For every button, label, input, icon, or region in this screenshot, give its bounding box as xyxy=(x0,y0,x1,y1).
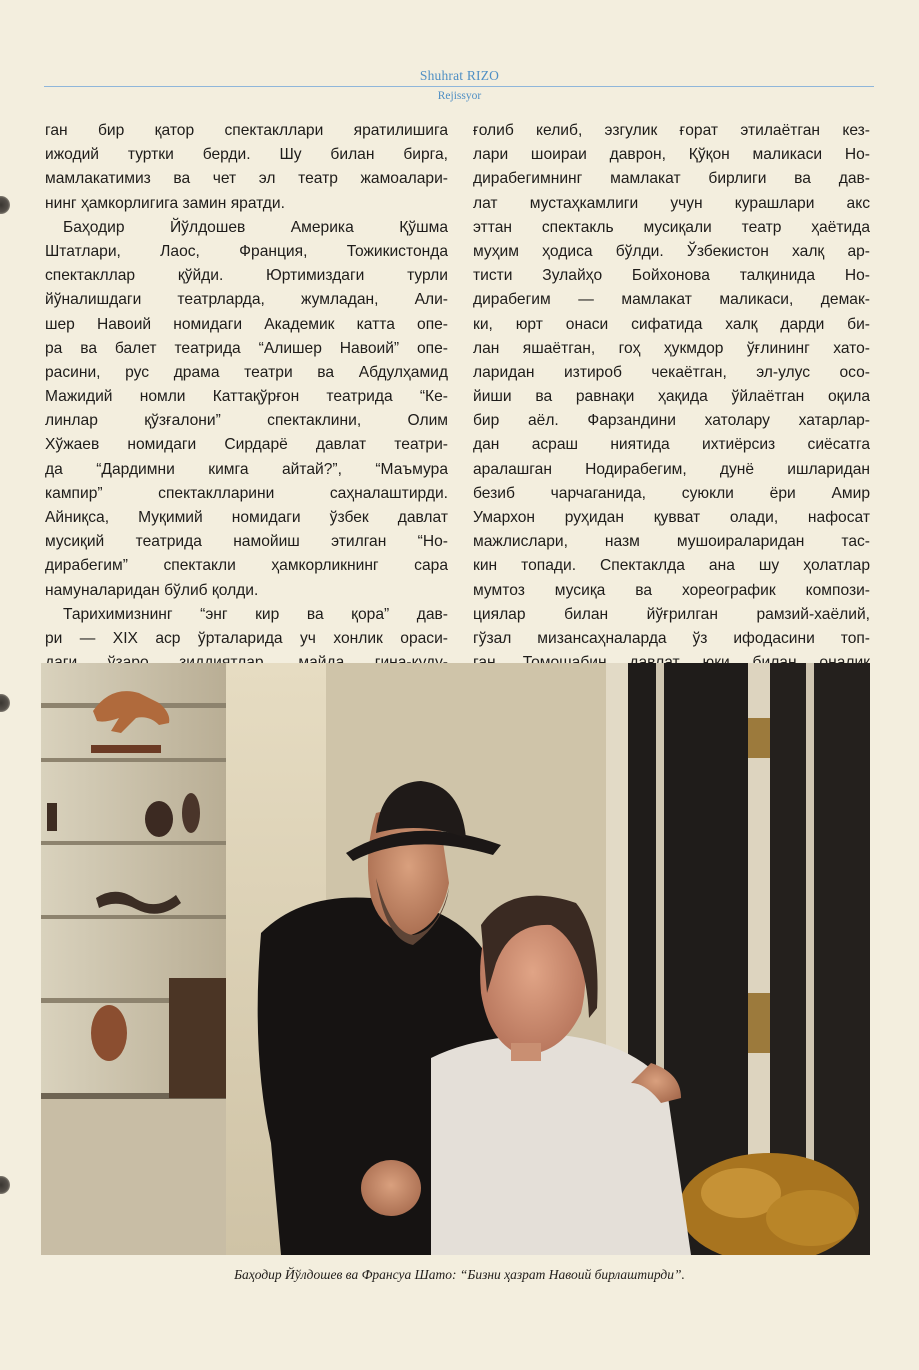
photo-caption: Баҳодир Йўлдошев ва Франсуа Шато: “Бизни ҳазрат Навоий бирлаштирди”. xyxy=(234,1267,685,1282)
text-line: кампир” спектаклларини саҳналаштирди. xyxy=(45,484,448,502)
text-line: Тарихимизнинг “энг кир ва қора” дав- xyxy=(63,605,448,623)
text-line: ра ва балет театрида “Алишер Навоий” опе- xyxy=(45,339,448,357)
text-line: дан асраш ниятида ихтиёрсиз сиёсатга xyxy=(473,436,870,454)
text-line: кин топади. Спектаклда ана шу ҳолатлар xyxy=(473,557,870,575)
text-line: йўналишдаги театрларда, жумладан, Али- xyxy=(45,291,448,309)
article-photo xyxy=(41,663,870,1255)
text-line: тисти Зулайҳо Бойхонова талқинида Но- xyxy=(473,267,870,285)
text-column-right xyxy=(473,119,870,700)
text-line: мусиқий театрида намойиш этилган “Но- xyxy=(45,533,448,551)
header-role: Rejissyor xyxy=(437,90,482,102)
text-line: лат мустаҳкамлиги учун курашлари акс xyxy=(473,194,870,212)
text-line: Баҳодир Йўлдошев Америка Қўшма xyxy=(63,218,448,236)
text-line: ки, юрт онаси сифатида халқ дарди би- xyxy=(473,315,870,333)
header-author: Shuhrat RIZO xyxy=(419,68,500,83)
text-line: да “Дардимни кимга айтай?”, “Маъмура xyxy=(45,460,448,478)
text-line: мумтоз мусиқа ва хореографик компози- xyxy=(473,581,870,599)
text-line: аралашган Нодирабегим, дунё ишларидан xyxy=(473,460,870,478)
text-line: ри — XIX аср ўрталарида уч хонлик ораси- xyxy=(45,629,448,647)
text-line: намуналаридан бўлиб қолди. xyxy=(45,581,259,599)
text-column-left xyxy=(45,119,448,700)
text-line: Умархон руҳидан қувват олади, нафосат xyxy=(473,509,870,526)
header-rule xyxy=(44,86,874,87)
binder-hole-middle xyxy=(0,694,10,712)
text-line: йиши ва равнақи ҳақида ўйлаётган оқила xyxy=(473,388,870,406)
text-line: Хўжаев номидаги Сирдарё давлат театри- xyxy=(45,436,448,454)
text-line: Айниқса, Муқимий номидаги ўзбек давлат xyxy=(45,509,448,526)
binder-hole-bottom xyxy=(0,1176,10,1194)
text-line: циялар билан йўғрилган рамзий-хаёлий, xyxy=(473,605,870,623)
text-line: Штатлари, Лаос, Франция, Тожикистонда xyxy=(45,242,448,260)
text-line: шер Навоий номидаги Академик катта опе- xyxy=(45,315,448,333)
text-line: лан яшаётган, гоҳ ҳукмдор ўғлининг хато- xyxy=(473,339,870,357)
text-line: ларидан изтироб чекаётган, эл-улус осо- xyxy=(473,363,870,381)
text-line: лари шоираи даврон, Қўқон маликаси Но- xyxy=(473,146,870,164)
binder-hole-top xyxy=(0,196,10,214)
text-line: спектакллар қўйди. Юртимиздаги турли xyxy=(45,267,448,285)
text-line: Мажидий номли Каттақўрғон театрида “Ке- xyxy=(45,388,448,406)
text-line: ижодий туртки берди. Шу билан бирга, xyxy=(45,146,448,164)
text-line: эттан спектакль мусиқали театр ҳаётида xyxy=(473,218,870,236)
text-line: ган бир қатор спектакллари яратилишига xyxy=(45,122,448,139)
text-line: муҳим ҳодиса бўлди. Ўзбекистон халқ ар- xyxy=(473,242,870,260)
text-line: линлар қўзғалони” спектаклини, Олим xyxy=(45,412,448,430)
text-line: мамлакатимиз ва чет эл театр жамоалари- xyxy=(45,170,448,188)
text-line: ғолиб келиб, эзгулик ғорат этилаётган кез- xyxy=(473,122,870,139)
text-line: гўзал мизансаҳналарда ўз ифодасини топ- xyxy=(473,629,870,647)
text-line: мажлислари, назм мушоираларидан тас- xyxy=(473,533,870,551)
text-line: дирабегимнинг мамлакат бирлиги ва дав- xyxy=(473,170,870,188)
text-line: бир аёл. Фарзандини хатолару хатарлар- xyxy=(473,412,870,430)
text-line: дирабегим — мамлакат маликаси, демак- xyxy=(473,291,870,309)
text-line: нинг ҳамкорлигига замин яратди. xyxy=(45,194,285,212)
text-line: безиб чарчаганида, суюкли ёри Амир xyxy=(473,484,870,502)
text-line: дирабегим” спектакли ҳамкорликнинг сара xyxy=(45,557,448,575)
text-line: расини, рус драма театри ва Абдулҳамид xyxy=(45,363,448,381)
